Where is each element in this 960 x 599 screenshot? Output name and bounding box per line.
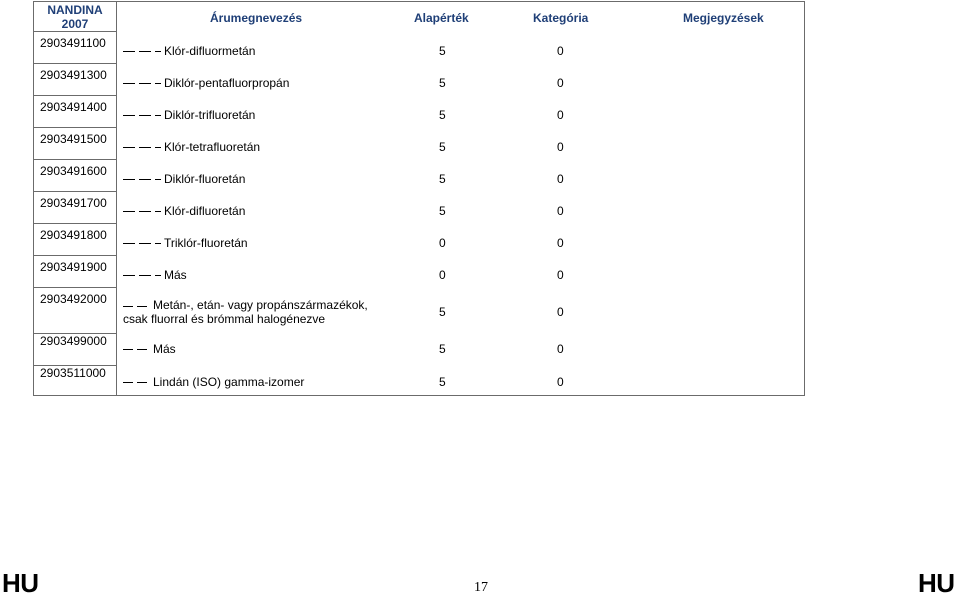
row-description-line2: csak fluorral és brómmal halogénezve <box>123 312 326 326</box>
row-description: Lindán (ISO) gamma-izomer <box>153 375 305 389</box>
header-category: Kategória <box>533 11 589 25</box>
dash-2 <box>139 83 151 84</box>
row-base-rate: 5 <box>439 204 446 218</box>
dash-1 <box>123 306 133 307</box>
row-base-rate: 5 <box>439 172 446 186</box>
dash-3 <box>155 51 161 52</box>
row-code: 2903499000 <box>40 334 107 348</box>
header-divider <box>34 31 116 32</box>
row-base-rate: 5 <box>439 108 446 122</box>
row-code: 2903511000 <box>40 366 106 380</box>
row-base-rate: 0 <box>439 236 446 250</box>
row-divider <box>34 287 116 288</box>
row-description: Klór-difluormetán <box>164 44 256 58</box>
row-divider <box>34 63 116 64</box>
dash-1 <box>123 349 133 350</box>
dash-1 <box>123 382 133 383</box>
row-category: 0 <box>557 108 564 122</box>
row-description-line1: Metán-, etán- vagy propánszármazékok, <box>153 298 368 312</box>
row-divider <box>34 95 116 96</box>
header-base-rate: Alapérték <box>414 11 469 25</box>
header-notes: Megjegyzések <box>683 11 764 25</box>
row-base-rate: 5 <box>439 342 446 356</box>
row-category: 0 <box>557 44 564 58</box>
dash-2 <box>139 243 151 244</box>
header-nandina <box>34 3 116 31</box>
footer-country-right: HU <box>918 568 955 598</box>
row-base-rate: 5 <box>439 305 446 319</box>
row-divider <box>34 255 116 256</box>
table-frame <box>33 1 805 396</box>
dash-3 <box>155 243 161 244</box>
dash-2 <box>139 115 151 116</box>
dash-3 <box>155 147 161 148</box>
row-category: 0 <box>557 268 564 282</box>
page-number: 17 <box>474 580 488 595</box>
row-base-rate: 5 <box>439 375 446 389</box>
dash-1 <box>123 147 135 148</box>
row-divider <box>34 159 116 160</box>
row-category: 0 <box>557 375 564 389</box>
row-code: 2903491600 <box>40 164 107 178</box>
header-nandina-line2: 2007 <box>61 17 89 31</box>
row-code: 2903491300 <box>40 68 107 82</box>
row-base-rate: 5 <box>439 44 446 58</box>
row-description: Klór-difluoretán <box>164 204 246 218</box>
dash-1 <box>123 211 135 212</box>
dash-1 <box>123 51 135 52</box>
row-base-rate: 0 <box>439 268 446 282</box>
dash-2 <box>137 306 147 307</box>
dash-2 <box>139 211 151 212</box>
row-code: 2903491400 <box>40 100 107 114</box>
dash-3 <box>155 83 161 84</box>
dash-2 <box>139 147 151 148</box>
dash-2 <box>137 382 147 383</box>
row-code: 2903491800 <box>40 228 107 242</box>
dash-2 <box>139 179 151 180</box>
dash-3 <box>155 275 161 276</box>
row-divider <box>34 223 116 224</box>
row-code: 2903491500 <box>40 132 107 146</box>
dash-3 <box>155 179 161 180</box>
row-code: 2903492000 <box>40 292 107 306</box>
dash-2 <box>139 275 151 276</box>
row-code: 2903491100 <box>40 36 106 50</box>
dash-1 <box>123 179 135 180</box>
row-category: 0 <box>557 140 564 154</box>
row-category: 0 <box>557 204 564 218</box>
row-description: Más <box>153 342 176 356</box>
row-description: Diklór-pentafluorpropán <box>164 76 290 90</box>
row-category: 0 <box>557 172 564 186</box>
row-description: Más <box>164 268 187 282</box>
row-description: Triklór-fluoretán <box>164 236 248 250</box>
row-base-rate: 5 <box>439 140 446 154</box>
row-divider <box>34 191 116 192</box>
row-category: 0 <box>557 305 564 319</box>
row-code: 2903491700 <box>40 196 107 210</box>
header-description: Árumegnevezés <box>210 11 303 25</box>
dash-1 <box>123 83 135 84</box>
row-description: Diklór-trifluoretán <box>164 108 256 122</box>
footer-country-left: HU <box>2 568 39 598</box>
dash-2 <box>137 349 147 350</box>
dash-1 <box>123 243 135 244</box>
dash-1 <box>123 115 135 116</box>
row-category: 0 <box>557 342 564 356</box>
row-divider <box>34 127 116 128</box>
dash-3 <box>155 211 161 212</box>
row-base-rate: 5 <box>439 76 446 90</box>
dash-2 <box>139 51 151 52</box>
row-code: 2903491900 <box>40 260 107 274</box>
dash-3 <box>155 115 161 116</box>
row-category: 0 <box>557 236 564 250</box>
row-description: Klór-tetrafluoretán <box>164 140 261 154</box>
header-nandina-line1: NANDINA <box>47 3 103 17</box>
dash-1 <box>123 275 135 276</box>
row-category: 0 <box>557 76 564 90</box>
row-description: Diklór-fluoretán <box>164 172 246 186</box>
